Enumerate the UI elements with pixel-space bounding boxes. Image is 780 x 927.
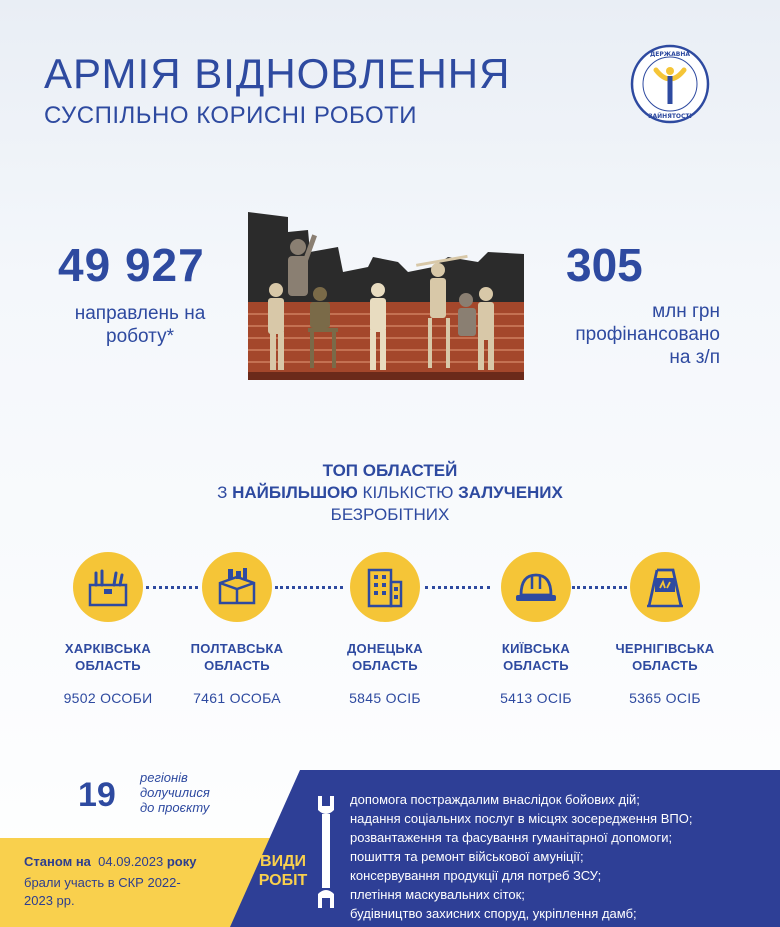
as-of-date: Станом на 04.09.2023 року bbox=[24, 854, 197, 869]
svg-text:ДЕРЖАВНА: ДЕРЖАВНА bbox=[649, 51, 691, 58]
page-subtitle: СУСПІЛЬНО КОРИСНІ РОБОТИ bbox=[44, 102, 418, 129]
work-item: будівництво захисних споруд, укріплення дамб; bbox=[350, 906, 637, 921]
region-count: 5365 ОСІБ bbox=[629, 690, 701, 706]
funding-label-line1: млн грн bbox=[652, 301, 720, 322]
region-count: 5845 ОСІБ bbox=[349, 690, 421, 706]
page-title: АРМІЯ ВІДНОВЛЕННЯ bbox=[44, 50, 511, 97]
region-poltava: ПОЛТАВСЬКА ОБЛАСТЬ 7461 ОСОБА bbox=[157, 552, 317, 706]
work-item: розвантаження та фасування гуманітарної допомоги; bbox=[350, 830, 673, 845]
hardhat-icon bbox=[501, 552, 571, 622]
work-item: надання соціальних послуг в місцях зосередження ВПО; bbox=[350, 811, 693, 826]
work-item: плетіння маскувальних сіток; bbox=[350, 887, 525, 902]
region-count: 7461 ОСОБА bbox=[193, 690, 281, 706]
regions-count: 19 bbox=[78, 776, 116, 814]
referrals-label: направлень на роботу* bbox=[74, 303, 206, 347]
funding-label-line2: профінансовано bbox=[575, 324, 720, 345]
workers-illustration bbox=[248, 212, 524, 380]
work-item: пошиття та ремонт військової амуніції; bbox=[350, 849, 584, 864]
building-icon bbox=[350, 552, 420, 622]
work-item: консервування продукції для потреб ЗСУ; bbox=[350, 868, 602, 883]
heading-line1: ТОП ОБЛАСТЕЙ bbox=[322, 461, 458, 480]
svg-text:ЗАЙНЯТОСТІ: ЗАЙНЯТОСТІ bbox=[648, 113, 692, 120]
top-regions-heading bbox=[0, 460, 780, 526]
wrench-icon bbox=[312, 792, 340, 912]
work-types-title: ВИДИ РОБІТ bbox=[258, 853, 308, 889]
regions-text: регіонів долучилися до проєкту bbox=[140, 770, 210, 815]
box-icon bbox=[202, 552, 272, 622]
warning-sign-icon bbox=[630, 552, 700, 622]
funding-label bbox=[520, 300, 720, 369]
region-donetsk: ДОНЕЦЬКА ОБЛАСТЬ 5845 ОСІБ bbox=[305, 552, 465, 706]
toolbox-icon bbox=[73, 552, 143, 622]
region-chernihiv: ЧЕРНІГІВСЬКА ОБЛАСТЬ 5365 ОСІБ bbox=[585, 552, 745, 706]
region-count: 5413 ОСІБ bbox=[500, 690, 572, 706]
region-kharkiv: ХАРКІВСЬКА ОБЛАСТЬ 9502 ОСОБИ bbox=[28, 552, 188, 706]
funding-value: 305 bbox=[566, 239, 643, 291]
employment-service-logo bbox=[630, 44, 710, 124]
work-item: допомога постраждалим внаслідок бойових дій; bbox=[350, 792, 640, 807]
referrals-value: 49 927 bbox=[58, 239, 205, 291]
took-part-text: брали участь в СКР 2022-2023 рр. bbox=[24, 875, 181, 908]
funding-label-line3: на з/п bbox=[669, 347, 720, 368]
heading-line2: З НАЙБІЛЬШОЮ КІЛЬКІСТЮ ЗАЛУЧЕНИХ bbox=[217, 483, 563, 502]
region-count: 9502 ОСОБИ bbox=[63, 690, 153, 706]
region-kyiv: КИЇВСЬКА ОБЛАСТЬ 5413 ОСІБ bbox=[456, 552, 616, 706]
work-types-list bbox=[350, 790, 692, 923]
heading-line3: БЕЗРОБІТНИХ bbox=[330, 505, 450, 524]
